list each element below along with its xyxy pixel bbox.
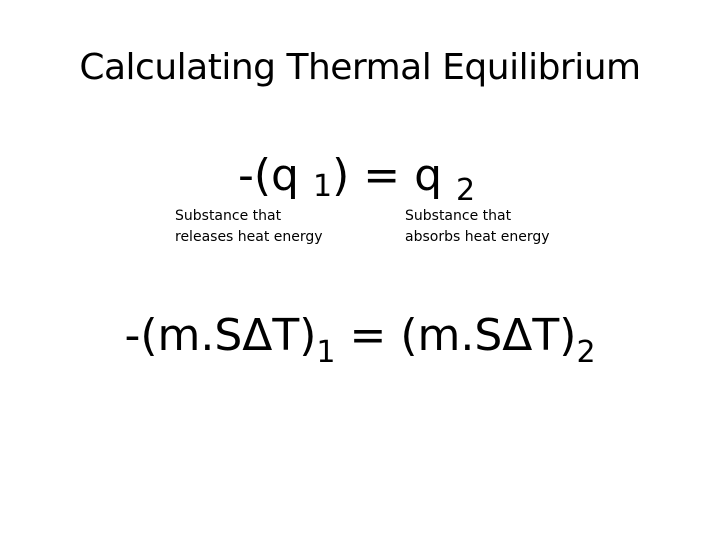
- heat-balance-equation: [238, 146, 475, 211]
- subscript-1: 1: [316, 335, 336, 370]
- subscript-1: 1: [312, 169, 333, 204]
- label-line: absorbs heat energy: [405, 229, 550, 245]
- equation-middle: = (m.SΔT): [335, 310, 577, 361]
- equation-left: -(m.SΔT): [124, 310, 317, 361]
- heat-releaser-label: [175, 206, 323, 248]
- specific-heat-equation: [0, 306, 720, 371]
- label-line: Substance that: [405, 208, 512, 224]
- equation-prefix: -(q: [238, 150, 313, 201]
- subscript-2: 2: [455, 173, 476, 208]
- subscript-2: 2: [576, 335, 596, 370]
- equation-middle: ) = q: [332, 150, 456, 201]
- label-line: releases heat energy: [175, 229, 323, 245]
- slide-title: Calculating Thermal Equilibrium: [79, 47, 641, 88]
- heat-absorber-label: [405, 206, 550, 248]
- label-line: Substance that: [175, 208, 282, 224]
